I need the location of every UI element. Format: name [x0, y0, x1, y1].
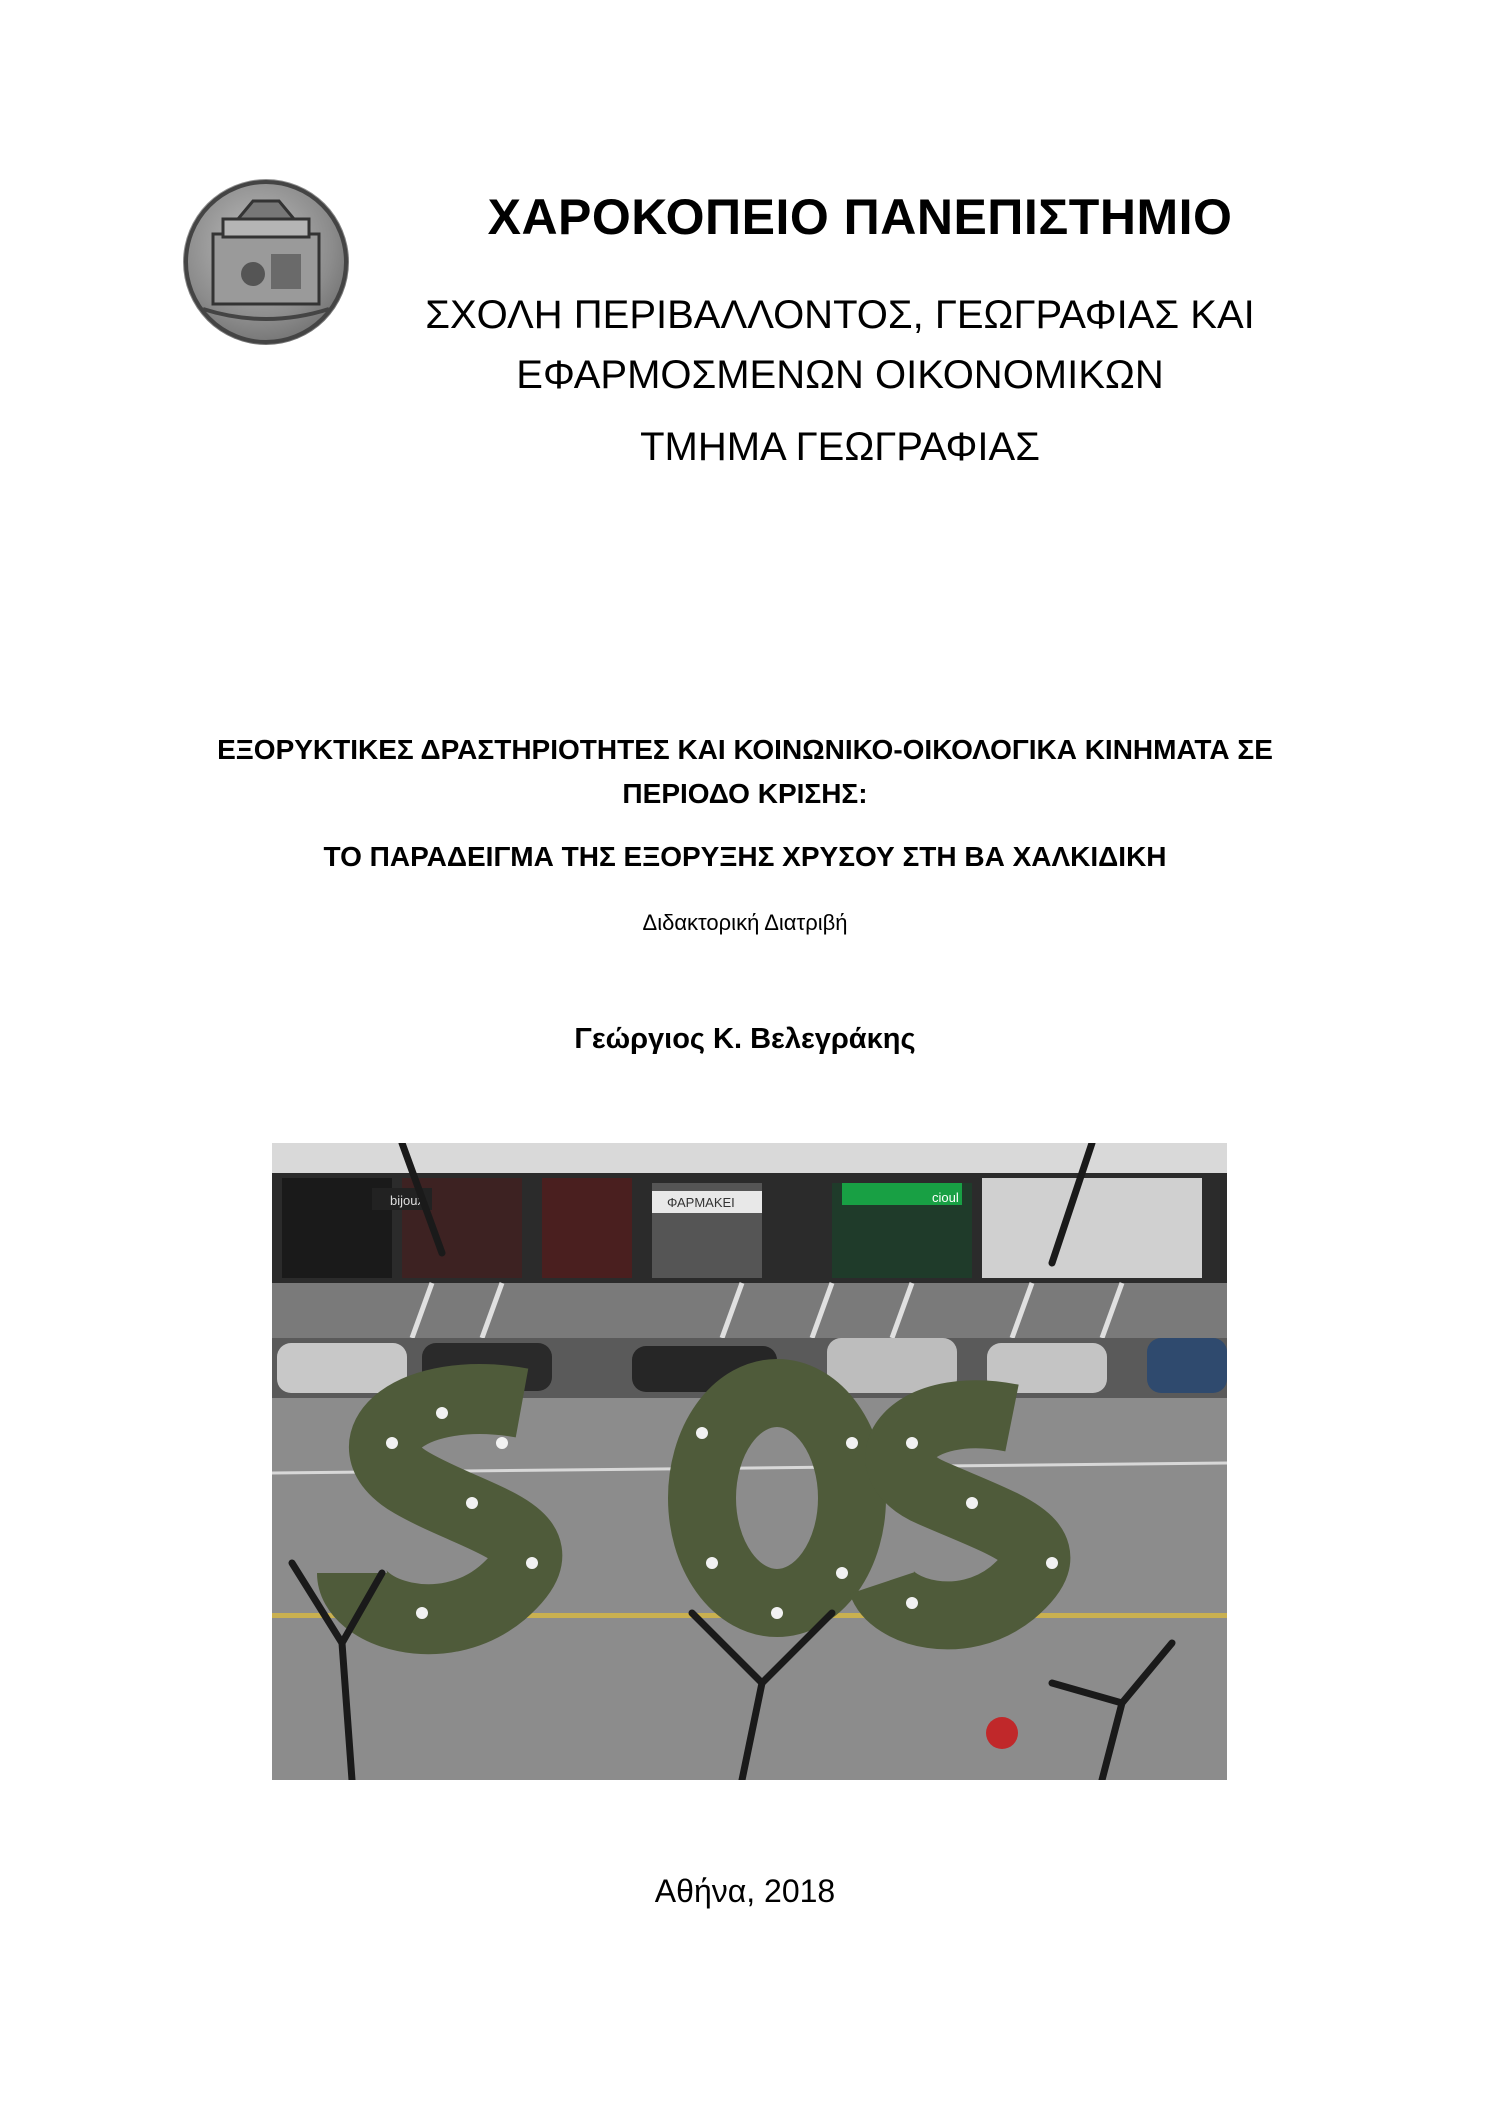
sos-street-protest-photo: [272, 1143, 1227, 1780]
thesis-subtitle: ΤΟ ΠΑΡΑΔΕΙΓΜΑ ΤΗΣ ΕΞΟΡΥΞΗΣ ΧΡΥΣΟΥ ΣΤΗ ΒΑ ΧΑΛΚΙΔΙΚΗ: [323, 841, 1167, 872]
parked-car: [1147, 1338, 1227, 1393]
document-type: Διδακτορική Διατριβή: [642, 910, 848, 935]
school-name-line-2: ΕΦΑΡΜΟΣΜΕΝΩΝ ΟΙΚΟΝΟΜΙΚΩΝ: [516, 353, 1164, 397]
shop-sign-pharmacy: ΦΑΡΜΑΚΕΙ: [667, 1195, 735, 1210]
parked-car: [277, 1343, 407, 1393]
cover-photo: [272, 1143, 1227, 1780]
pedestrian-red-jacket: [986, 1717, 1018, 1749]
shop-sign-cioul: cioul: [932, 1190, 959, 1205]
sos-letters-formation: [352, 1393, 1036, 1619]
seal-emblem-icon: [183, 179, 349, 345]
thesis-title-line-1: ΕΞΟΡΥΚΤΙΚΕΣ ΔΡΑΣΤΗΡΙΟΤΗΤΕΣ ΚΑΙ ΚΟΙΝΩΝΙΚΟ-ΟΙΚΟΛΟΓΙΚΑ ΚΙΝΗΜΑΤΑ ΣΕ: [217, 734, 1273, 765]
department-name: ΤΜΗΜΑ ΓΕΩΓΡΑΦΙΑΣ: [640, 425, 1040, 469]
university-name: ΧΑΡΟΚΟΠΕΙΟ ΠΑΝΕΠΙΣΤΗΜΙΟ: [487, 189, 1233, 245]
thesis-title: [170, 728, 1320, 816]
author-name: Γεώργιος Κ. Βελεγράκης: [574, 1023, 916, 1055]
school-name-line-1: ΣΧΟΛΗ ΠΕΡΙΒΑΛΛΟΝΤΟΣ, ΓΕΩΓΡΑΦΙΑΣ ΚΑΙ: [425, 293, 1255, 337]
school-name: [420, 285, 1260, 405]
university-seal: [183, 179, 349, 345]
thesis-title-line-2: ΠΕΡΙΟΔΟ ΚΡΙΣΗΣ:: [622, 778, 868, 809]
shop-sign-bijoux: bijoux: [390, 1193, 424, 1208]
place-and-date: Αθήνα, 2018: [654, 1873, 836, 1909]
